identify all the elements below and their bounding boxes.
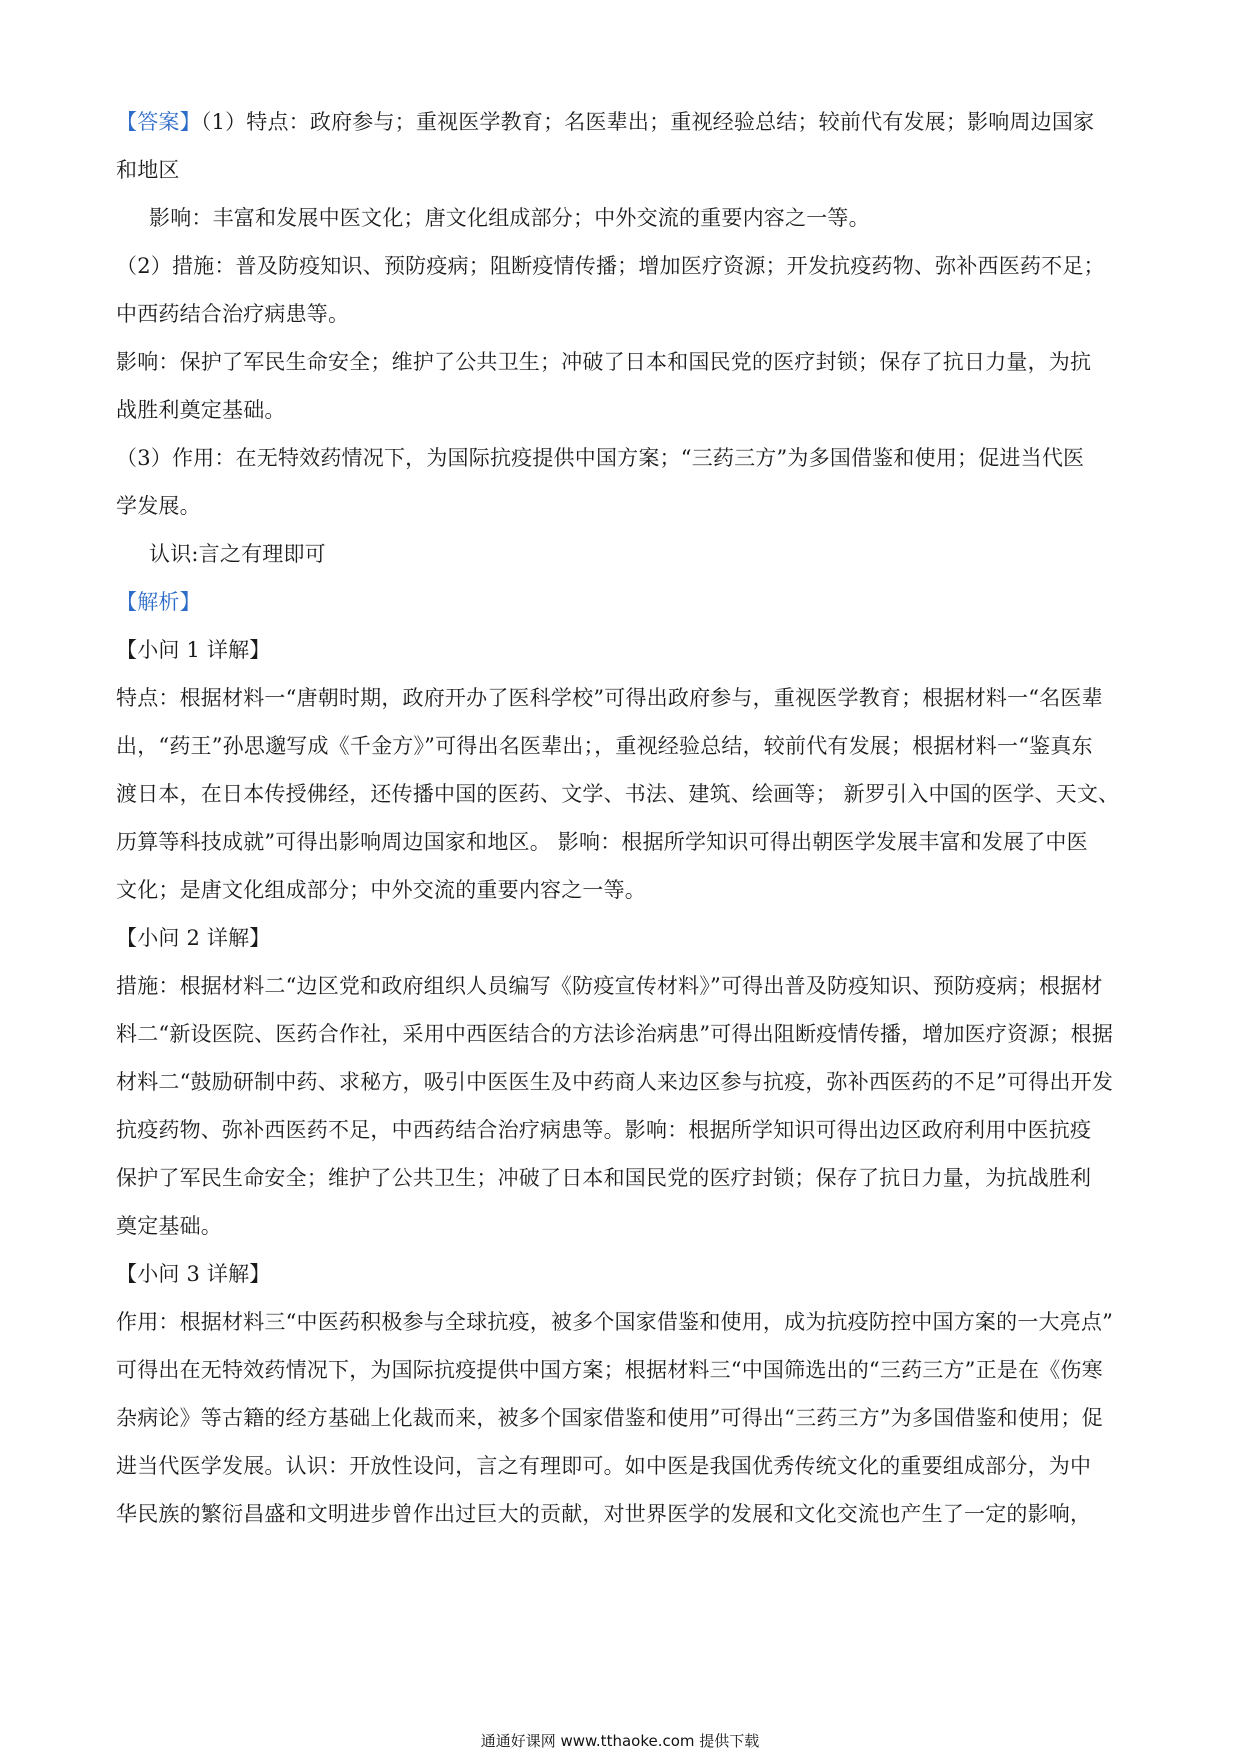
q2-line-3: 材料二“鼓励研制中药、求秘方，吸引中医医生及中药商人来边区参与抗疫，弥补西医药的不足”可得出开发 <box>116 1070 1114 1094</box>
q2-line-5: 保护了军民生命安全；维护了公共卫生；冲破了日本和国民党的医疗封锁；保存了抗日力量，为抗战胜利 <box>116 1166 1092 1190</box>
page-footer[interactable]: 通通好课网 www.tthaoke.com 提供下载 <box>480 1732 760 1750</box>
analysis-label: 【解析】 <box>116 590 201 614</box>
answer-line-4: （2）措施：普及防疫知识、预防疫病；阻断疫情传播；增加医疗资源；开发抗疫药物、弥补西医药不足； <box>116 254 1105 278</box>
answer-line-5: 中西药结合治疗病患等。 <box>116 302 350 326</box>
q2-heading: 【小问 2 详解】 <box>116 926 271 950</box>
q2-line-2: 料二“新设医院、医药合作社，采用中西医结合的方法诊治病患”可得出阻断疫情传播，增加医疗资源；根据 <box>116 1022 1114 1046</box>
answer-line-2: 和地区 <box>116 158 180 182</box>
answer-line-10: 认识:言之有理即可 <box>149 542 326 566</box>
q3-line-4: 进当代医学发展。认识：开放性设问，言之有理即可。如中医是我国优秀传统文化的重要组成部分，为中 <box>116 1454 1092 1478</box>
q3-heading: 【小问 3 详解】 <box>116 1262 271 1286</box>
document-page <box>116 98 1136 1538</box>
q1-line-3: 渡日本，在日本传授佛经，还传播中国的医药、文学、书法、建筑、绘画等； 新罗引入中国的医学、天文、 <box>116 782 1120 806</box>
q1-line-4: 历算等科技成就”可得出影响周边国家和地区。 影响：根据所学知识可得出朝医学发展丰富和发展了中医 <box>116 830 1088 854</box>
answer-line-3: 影响：丰富和发展中医文化；唐文化组成部分；中外交流的重要内容之一等。 <box>149 206 870 230</box>
q1-heading: 【小问 1 详解】 <box>116 638 271 662</box>
q2-line-1: 措施：根据材料二“边区党和政府组织人员编写《防疫宣传材料》”可得出普及防疫知识、预防疫病；根据材 <box>116 974 1103 998</box>
answer-line-8: （3）作用：在无特效药情况下，为国际抗疫提供中国方案；“三药三方”为多国借鉴和使用；促进当代医 <box>116 446 1085 470</box>
q2-line-4: 抗疫药物、弥补西医药不足，中西药结合治疗病患等。影响：根据所学知识可得出边区政府利用中医抗疫 <box>116 1118 1092 1142</box>
q1-line-1: 特点：根据材料一“唐朝时期，政府开办了医科学校”可得出政府参与，重视医学教育；根据材料一“名医辈 <box>116 686 1103 710</box>
answer-line-1: 【答案】（1）特点：政府参与；重视医学教育；名医辈出；重视经验总结；较前代有发展；影响周边国家 <box>116 110 1095 134</box>
q3-line-5: 华民族的繁衍昌盛和文明进步曾作出过巨大的贡献，对世界医学的发展和文化交流也产生了一定的影响， <box>116 1502 1092 1526</box>
q3-line-3: 杂病论》等古籍的经方基础上化裁而来，被多个国家借鉴和使用”可得出“三药三方”为多国借鉴和使用；促 <box>116 1406 1103 1430</box>
q3-line-2: 可得出在无特效药情况下，为国际抗疫提供中国方案；根据材料三“中国筛选出的“三药三方”正是在《伤寒 <box>116 1358 1103 1382</box>
answer-label: 【答案】 <box>116 110 201 134</box>
answer-line-6: 影响：保护了军民生命安全；维护了公共卫生；冲破了日本和国民党的医疗封锁；保存了抗日力量，为抗 <box>116 350 1092 374</box>
q1-line-5: 文化；是唐文化组成部分；中外交流的重要内容之一等。 <box>116 878 646 902</box>
q1-line-2: 出，“药王”孙思邈写成《千金方》”可得出名医辈出；，重视经验总结，较前代有发展；根据材料一“鉴真东 <box>116 734 1093 758</box>
answer-line-9: 学发展。 <box>116 494 201 518</box>
q3-line-1: 作用：根据材料三“中医药积极参与全球抗疫，被多个国家借鉴和使用，成为抗疫防控中国方案的一大亮点” <box>116 1310 1114 1334</box>
q2-line-6: 奠定基础。 <box>116 1214 222 1238</box>
answer-line-7: 战胜利奠定基础。 <box>116 398 286 422</box>
